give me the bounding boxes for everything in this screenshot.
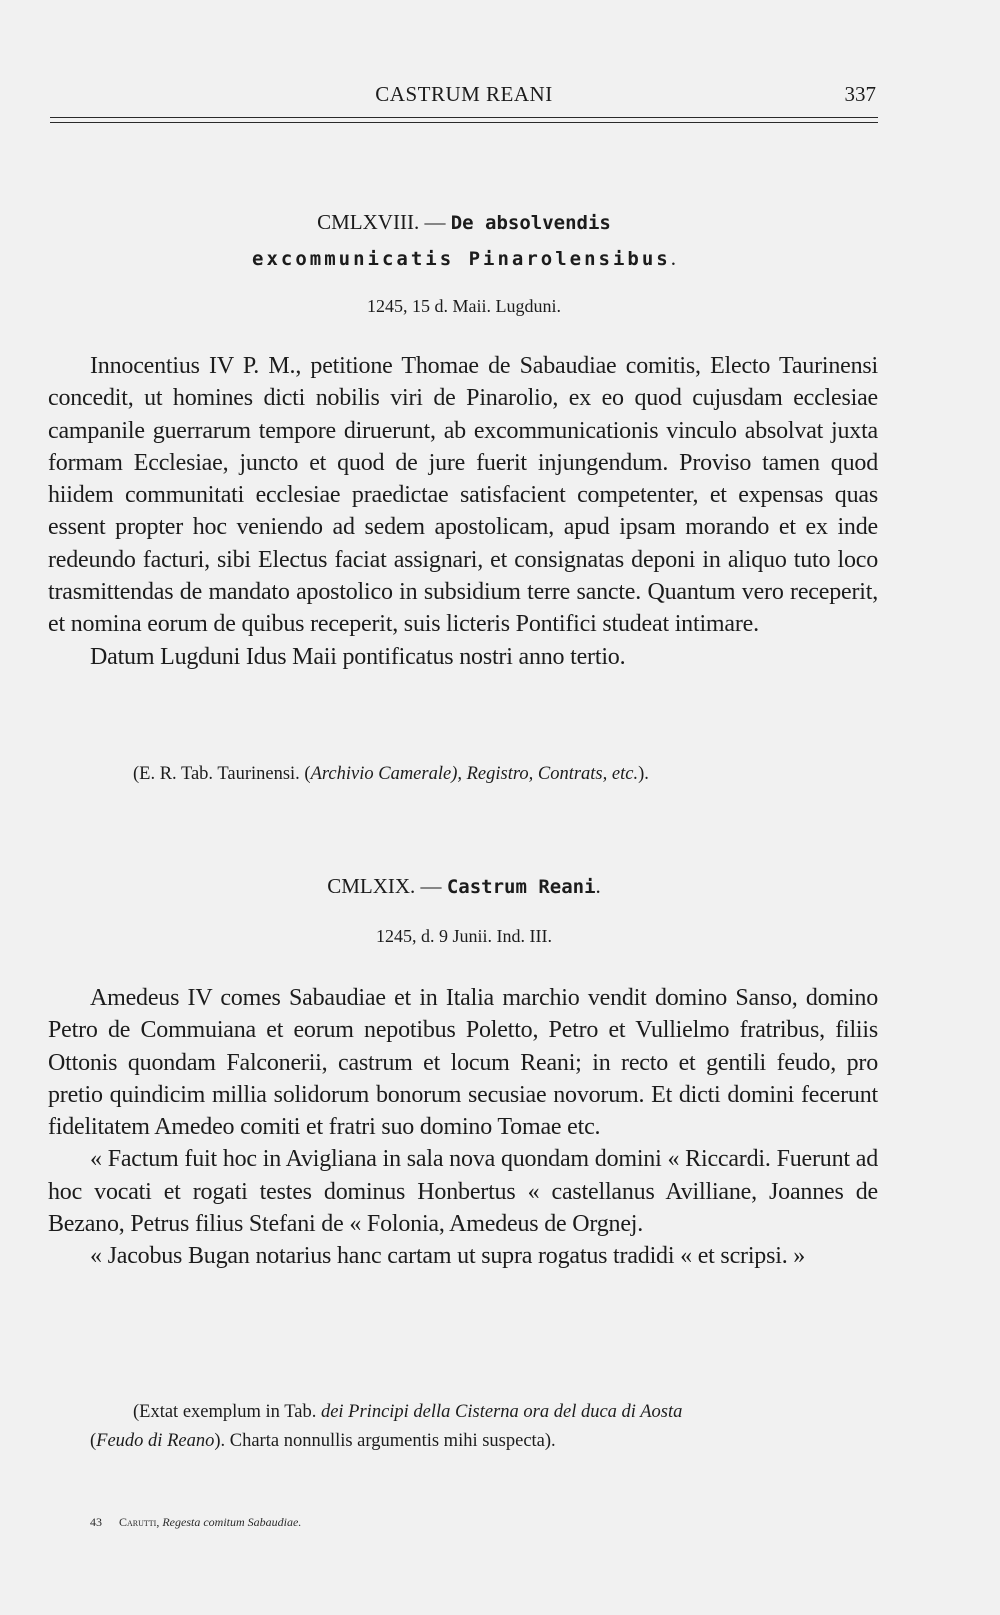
doc2-body — [48, 982, 878, 1273]
doc2-dateline: 1245, d. 9 Junii. Ind. III. — [376, 926, 552, 946]
doc1-datum: Datum Lugduni Idus Maii pontificatus nostri anno tertio. — [90, 643, 626, 670]
doc1-number: CMLXVIII. — — [317, 210, 446, 234]
doc1-source-prefix: (E. R. Tab. Taurinensi. ( — [133, 764, 311, 784]
footer-work: Regesta comitum Sabaudiae. — [162, 1515, 302, 1529]
doc2-title-end: . — [595, 874, 601, 898]
footer-author: Carutti, — [119, 1515, 160, 1529]
doc1-source-suffix: ). — [638, 764, 649, 784]
doc2-note-open: ( — [90, 1431, 97, 1451]
running-head — [50, 82, 878, 116]
doc1-body — [48, 350, 878, 673]
doc2-note-prefix: (Extat exemplum in Tab. — [133, 1402, 317, 1422]
doc2-source-note — [133, 1398, 878, 1426]
doc1-title-part2: excommunicatis Pinarolensibus — [252, 248, 671, 270]
doc2-summary: Amedeus IV comes Sabaudiae et in Italia marchio vendit domino Sanso, domino Petro de Commuiana et eorum nepotibus Poletto, Petro et Vullielmo fratribus, filiis Ottonis quondam Falconerii, castrum et locum Reani; in recto et gentili feudo, pro pretio quindicim millia solidorum bonorum secusiae novorum. Et dicti domini fecerunt fidelitatem Amedeo comiti et fratri suo domino Tomae etc. — [48, 985, 878, 1141]
doc2-note-rest: ). Charta nonnullis argumentis mihi suspecta). — [214, 1431, 556, 1451]
doc2-heading — [50, 869, 878, 904]
page-footer — [90, 1515, 301, 1530]
doc2-note-italic2: Feudo di Reano — [96, 1431, 215, 1451]
doc1-heading-line1 — [50, 205, 878, 240]
page-number: 337 — [844, 82, 876, 106]
doc1-heading-line2 — [50, 241, 878, 276]
doc1-dateline: 1245, 15 d. Maii. Lugduni. — [367, 296, 561, 316]
doc2-source-note-line2 — [90, 1427, 556, 1455]
header-rule-thick — [50, 117, 878, 118]
doc2-note-italic1: dei Principi della Cisterna ora del duca di Aosta — [320, 1402, 683, 1422]
doc2-quote-witnesses: « Factum fuit hoc in Avigliana in sala nova quondam domini « Riccardi. Fuerunt ad hoc vocati et rogati testes dominus Honbertus « castellanus Avilliane, Joannes de Bezano, Petrus filius Stefani de « Folonia, Amedeus de Orgnej. — [48, 1146, 878, 1238]
doc2-quote-notary: « Jacobus Bugan notarius hanc cartam ut supra rogatus tradidi « et scripsi. » — [90, 1243, 806, 1270]
doc1-source-italic: Archivio Camerale), Registro, Contrats, etc. — [310, 764, 639, 784]
doc1-summary: Innocentius IV P. M., petitione Thomae de Sabaudiae comitis, Electo Taurinensi concedit, ut homines dicti nobilis viri de Pinarolio, ex eo quod cujusdam ecclesiae campanile guerrarum tempore diruerunt, ab excommunicationis vinculo absolvat juxta formam Ecclesiae, juncto et quod de jure fuerit injungendum. Proviso tamen quod hiidem communitati ecclesiae praedictae satisfacient competenter, et expensas quas essent propter hoc veniendo ad sedem apostolicam, apud ipsam morando et ex inde redeundo facturi, sibi Electus faciat assignari, et consignatas deponi in aliquo tuto loco trasmittendas de mandato apostolico in subsidium terre sancte. Quantum vero receperit, et nomina eorum de quibus receperit, suis licteris Pontifici studeat intimare. — [48, 353, 878, 638]
running-title: CASTRUM REANI — [375, 82, 553, 106]
doc1-source-note — [133, 760, 649, 788]
doc2-title: Castrum Reani — [446, 876, 596, 898]
signature-mark: 43 — [90, 1515, 102, 1529]
doc1-title-end: . — [670, 246, 676, 270]
doc2-number: CMLXIX. — — [327, 874, 442, 898]
doc1-title-part1: De absolvendis — [450, 212, 611, 234]
header-rule-thin — [50, 122, 878, 123]
